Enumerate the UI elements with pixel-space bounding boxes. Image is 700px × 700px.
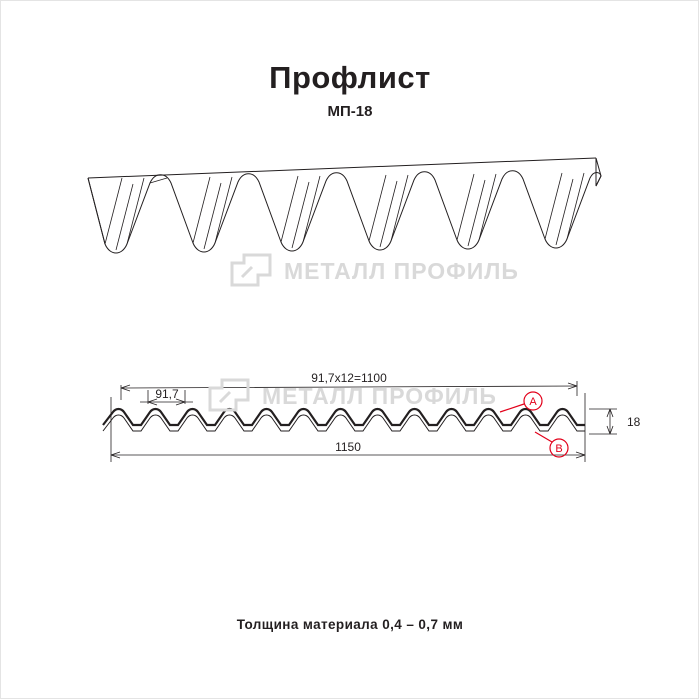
callout-a [500,392,542,412]
page-title: Профлист [269,60,431,95]
callout-a-label: A [529,396,537,408]
dim-working-width: 91,7x12=1100 [311,371,387,385]
watermark-text-top: МЕТАЛЛ ПРОФИЛЬ [284,258,519,284]
dim-overall-width: 1150 [335,440,361,454]
dim-height: 18 [627,415,641,429]
sheet-3d [88,158,601,253]
watermark-text-bottom: МЕТАЛЛ ПРОФИЛЬ [262,383,497,409]
section-profile [103,371,641,462]
dim-pitch: 91,7 [155,387,179,401]
model-subtitle: МП-18 [327,103,373,120]
callout-b [535,432,568,457]
material-thickness-note: Толщина материала 0,4 – 0,7 мм [236,617,464,632]
callout-b-label: B [555,443,563,455]
